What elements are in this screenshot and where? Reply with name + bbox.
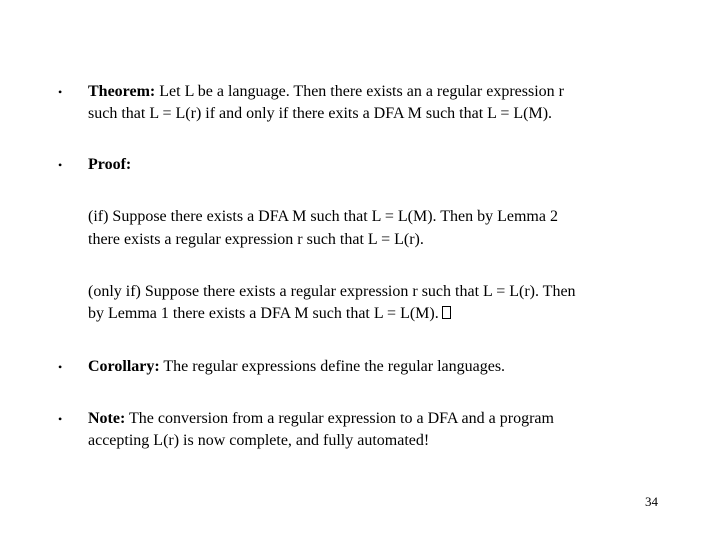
proof-onlyif-line-1: (only if) Suppose there exists a regular expression r such that L = L(r). Then bbox=[88, 283, 576, 300]
proof-onlyif-line-2 bbox=[88, 304, 451, 324]
bullet: • bbox=[58, 412, 63, 426]
corollary-line bbox=[88, 357, 505, 377]
corollary-label: Corollary: bbox=[88, 358, 160, 375]
bullet: • bbox=[58, 158, 63, 172]
theorem-line-1 bbox=[88, 82, 564, 102]
proof-if-line-1: (if) Suppose there exists a DFA M such that L = L(M). Then by Lemma 2 bbox=[88, 208, 558, 225]
proof-label: Proof: bbox=[88, 156, 132, 173]
bullet: • bbox=[58, 85, 63, 99]
page-number: 34 bbox=[645, 494, 658, 509]
proof-if-line-2: there exists a regular expression r such that L = L(r). bbox=[88, 231, 424, 248]
note-text-1: The conversion from a regular expression to a DFA and a program bbox=[129, 410, 554, 427]
proof-heading bbox=[88, 155, 131, 175]
proof-onlyif-text-2: by Lemma 1 there exists a DFA M such that L = L(M). bbox=[88, 305, 439, 322]
theorem-label: Theorem: bbox=[88, 83, 156, 100]
qed-box-icon bbox=[442, 306, 451, 319]
corollary-text: The regular expressions define the regular languages. bbox=[163, 358, 506, 375]
note-line-1 bbox=[88, 409, 554, 429]
bullet: • bbox=[58, 360, 63, 374]
theorem-line-2: such that L = L(r) if and only if there exits a DFA M such that L = L(M). bbox=[88, 105, 553, 122]
note-label: Note: bbox=[88, 410, 126, 427]
theorem-text-1: Let L be a language. Then there exists an a regular expression r bbox=[159, 83, 564, 100]
note-line-2: accepting L(r) is now complete, and fully automated! bbox=[88, 432, 430, 449]
